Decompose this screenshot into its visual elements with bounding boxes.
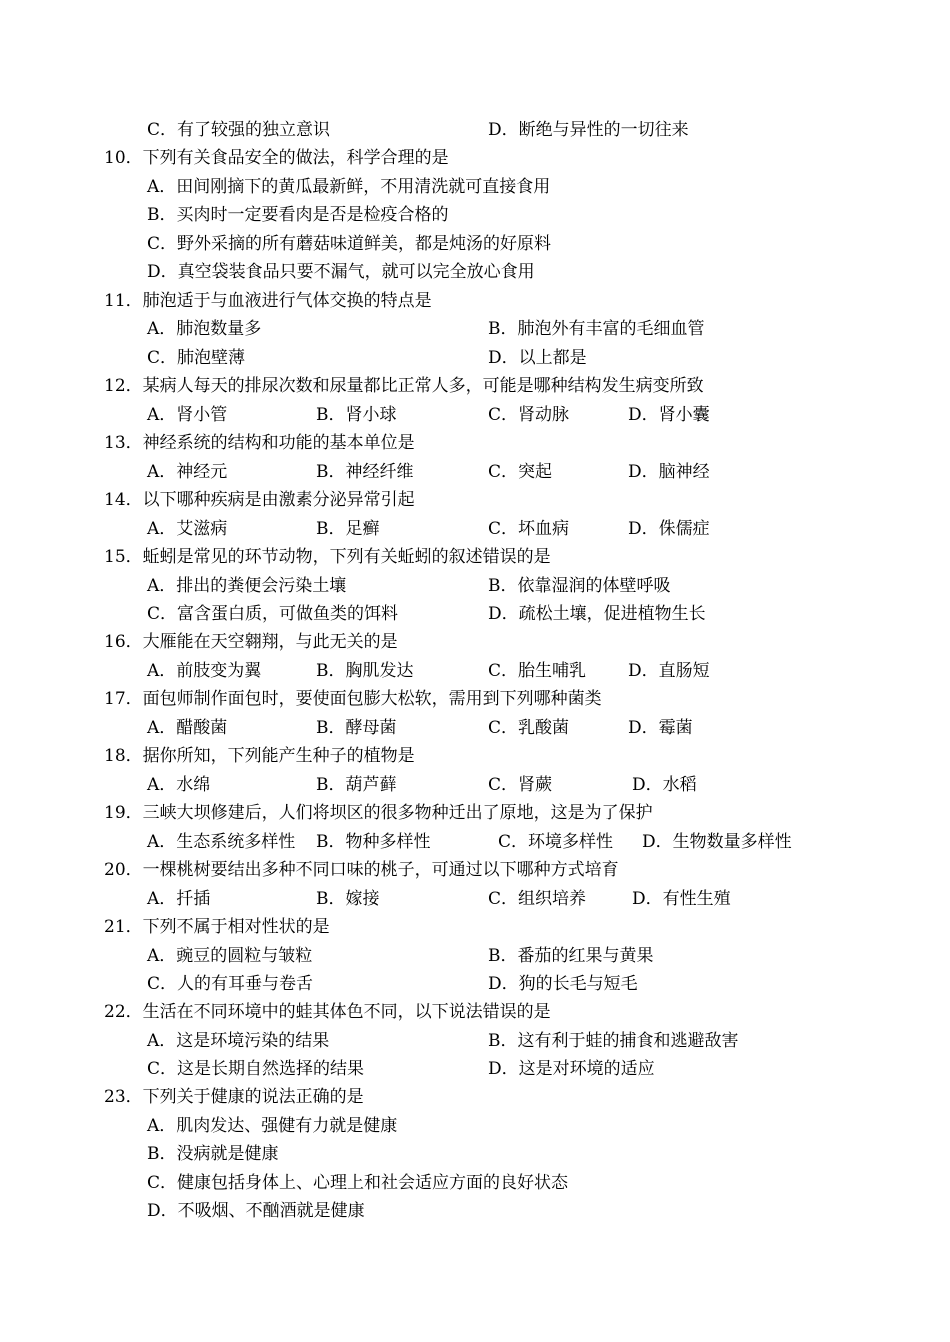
q13-option-a: A．神经元 <box>147 462 228 482</box>
q21-option-b: B．番茄的红果与黄果 <box>488 946 654 966</box>
q15-stem: 15．蚯蚓是常见的环节动物，下列有关蚯蚓的叙述错误的是 <box>104 547 551 567</box>
q18-option-b: B．葫芦藓 <box>316 775 397 795</box>
q11-option-d: D．以上都是 <box>488 348 587 368</box>
q15-option-d: D．疏松土壤，促进植物生长 <box>488 604 706 624</box>
q14-option-a: A．艾滋病 <box>147 519 228 539</box>
q12-stem: 12．某病人每天的排尿次数和尿量都比正常人多，可能是哪种结构发生病变所致 <box>104 376 704 396</box>
q13-option-c: C．突起 <box>488 462 553 482</box>
q19-option-a: A．生态系统多样性 <box>147 832 296 852</box>
q14-option-b: B．足癣 <box>316 519 380 539</box>
q15-option-a: A．排出的粪便会污染土壤 <box>147 576 347 596</box>
q22-option-b: B．这有利于蛙的捕食和逃避敌害 <box>488 1031 739 1051</box>
q18-stem: 18．据你所知，下列能产生种子的植物是 <box>104 746 415 766</box>
q20-option-d: D．有性生殖 <box>632 889 731 909</box>
q13-option-d: D．脑神经 <box>628 462 710 482</box>
q10-option-b: B．买肉时一定要看肉是否是检疫合格的 <box>147 205 449 225</box>
q22-option-c: C．这是长期自然选择的结果 <box>147 1059 365 1079</box>
q20-option-a: A．扦插 <box>147 889 211 909</box>
q23-option-d: D．不吸烟、不酗酒就是健康 <box>147 1201 365 1221</box>
q11-stem: 11．肺泡适于与血液进行气体交换的特点是 <box>104 291 432 311</box>
q16-option-b: B．胸肌发达 <box>316 661 414 681</box>
q22-option-a: A．这是环境污染的结果 <box>147 1031 330 1051</box>
q19-option-b: B．物种多样性 <box>316 832 431 852</box>
q12-option-a: A．肾小管 <box>147 405 228 425</box>
q23-stem: 23．下列关于健康的说法正确的是 <box>104 1087 364 1107</box>
q14-option-d: D．侏儒症 <box>628 519 710 539</box>
q19-option-c: C．环境多样性 <box>498 832 614 852</box>
q16-option-a: A．前肢变为翼 <box>147 661 262 681</box>
q14-stem: 14．以下哪种疾病是由激素分泌异常引起 <box>104 490 415 510</box>
q17-option-a: A．醋酸菌 <box>147 718 228 738</box>
q21-option-d: D．狗的长毛与短毛 <box>488 974 638 994</box>
q19-stem: 19．三峡大坝修建后，人们将坝区的很多物种迁出了原地，这是为了保护 <box>104 803 653 823</box>
q23-option-b: B．没病就是健康 <box>147 1144 279 1164</box>
q17-stem: 17．面包师制作面包时，要使面包膨大松软，需用到下列哪种菌类 <box>104 689 602 709</box>
q9-option-d: D．断绝与异性的一切往来 <box>488 120 689 140</box>
q12-option-c: C．肾动脉 <box>488 405 570 425</box>
q15-option-b: B．依靠湿润的体壁呼吸 <box>488 576 671 596</box>
q17-option-b: B．酵母菌 <box>316 718 397 738</box>
q20-option-c: C．组织培养 <box>488 889 587 909</box>
q15-option-c: C．富含蛋白质，可做鱼类的饵料 <box>147 604 399 624</box>
q12-option-b: B．肾小球 <box>316 405 397 425</box>
q16-option-c: C．胎生哺乳 <box>488 661 587 681</box>
q11-option-b: B．肺泡外有丰富的毛细血管 <box>488 319 705 339</box>
q22-option-d: D．这是对环境的适应 <box>488 1059 655 1079</box>
q17-option-d: D．霉菌 <box>628 718 693 738</box>
q20-stem: 20．一棵桃树要结出多种不同口味的桃子，可通过以下哪种方式培育 <box>104 860 619 880</box>
q11-option-a: A．肺泡数量多 <box>147 319 262 339</box>
q9-option-c: C．有了较强的独立意识 <box>147 120 331 140</box>
q11-option-c: C．肺泡壁薄 <box>147 348 246 368</box>
q13-option-b: B．神经纤维 <box>316 462 414 482</box>
q18-option-c: C．肾蕨 <box>488 775 553 795</box>
q10-option-c: C．野外采摘的所有蘑菇味道鲜美，都是炖汤的好原料 <box>147 234 552 254</box>
q21-stem: 21．下列不属于相对性状的是 <box>104 917 330 937</box>
q17-option-c: C．乳酸菌 <box>488 718 570 738</box>
q20-option-b: B．嫁接 <box>316 889 380 909</box>
q16-stem: 16．大雁能在天空翱翔，与此无关的是 <box>104 632 398 652</box>
q21-option-a: A．豌豆的圆粒与皱粒 <box>147 946 313 966</box>
q10-option-a: A．田间刚摘下的黄瓜最新鲜，不用清洗就可直接食用 <box>147 177 551 197</box>
q16-option-d: D．直肠短 <box>628 661 710 681</box>
q12-option-d: D．肾小囊 <box>628 405 710 425</box>
q18-option-a: A．水绵 <box>147 775 211 795</box>
q14-option-c: C．坏血病 <box>488 519 570 539</box>
q19-option-d: D．生物数量多样性 <box>642 832 792 852</box>
q10-stem: 10．下列有关食品安全的做法，科学合理的是 <box>104 148 449 168</box>
q23-option-a: A．肌肉发达、强健有力就是健康 <box>147 1116 398 1136</box>
q18-option-d: D．水稻 <box>632 775 697 795</box>
q21-option-c: C．人的有耳垂与卷舌 <box>147 974 314 994</box>
q23-option-c: C．健康包括身体上、心理上和社会适应方面的良好状态 <box>147 1173 569 1193</box>
q13-stem: 13．神经系统的结构和功能的基本单位是 <box>104 433 415 453</box>
q10-option-d: D．真空袋装食品只要不漏气，就可以完全放心食用 <box>147 262 535 282</box>
q22-stem: 22．生活在不同环境中的蛙其体色不同，以下说法错误的是 <box>104 1002 551 1022</box>
